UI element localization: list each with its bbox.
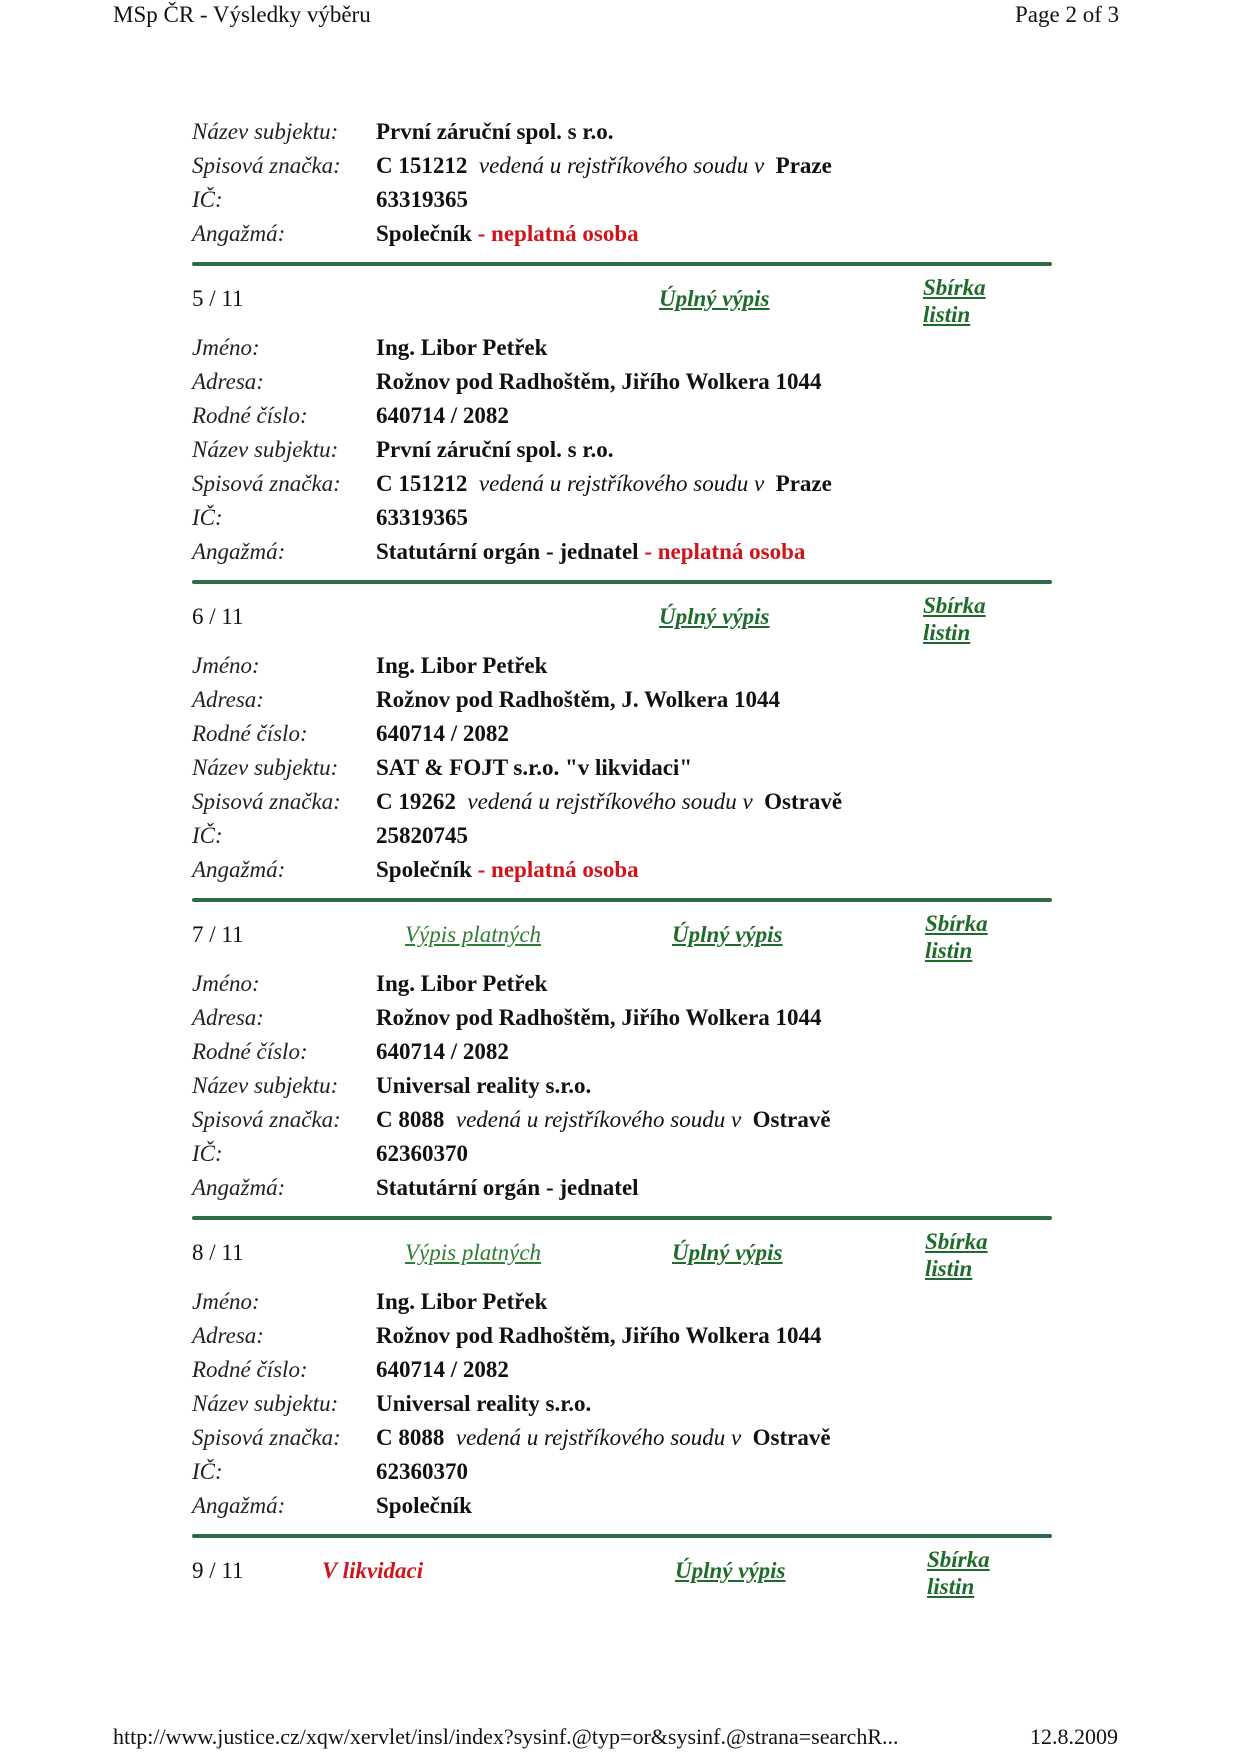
record-counter: 6 / 11 [192,604,244,629]
field-birth-number: Rodné číslo: 640714 / 2082 [192,721,509,746]
page-title: MSp ČR - Výsledky výběru [113,2,371,27]
field-birth-number: Rodné číslo: 640714 / 2082 [192,1039,509,1064]
invalid-person-flag: - neplatná osoba [471,221,639,246]
invalid-person-flag: - neplatná osoba [471,857,639,882]
record-7 [192,902,1052,1220]
field-entity: Název subjektu: První záruční spol. s r.o. [192,119,614,144]
full-extract-link[interactable]: Úplný výpis [672,1240,783,1265]
record-counter: 8 / 11 [192,1240,244,1265]
page-number: Page 2 of 3 [1015,2,1120,27]
field-entity: Název subjektu: Universal reality s.r.o. [192,1391,592,1416]
print-date: 12.8.2009 [1030,1724,1118,1749]
record-6 [192,584,1052,902]
full-extract-link[interactable]: Úplný výpis [672,922,783,947]
field-role: Angažmá: Statutární orgán - jednatel - neplatná osoba [192,539,806,564]
field-file: Spisová značka: C 151212 vedená u rejstříkového soudu v Praze [192,153,832,178]
field-ico: IČ: 25820745 [192,823,468,848]
record-9 [192,1538,1052,1604]
record-5 [192,266,1052,584]
print-footer [0,1724,1240,1754]
field-ico: IČ: 62360370 [192,1141,468,1166]
field-role: Angažmá: Společník [192,1493,472,1518]
document-collection-link[interactable]: Sbírka listin [925,911,988,963]
results-list [192,116,1052,1604]
field-role: Angažmá: Společník - neplatná osoba [192,221,639,246]
document-collection-link[interactable]: Sbírka listin [927,1547,990,1599]
record-header [192,1220,1052,1286]
field-entity: Název subjektu: SAT & FOJT s.r.o. "v likvidaci" [192,755,693,780]
field-ico: IČ: 63319365 [192,187,468,212]
field-role: Angažmá: Společník - neplatná osoba [192,857,639,882]
field-entity: Název subjektu: První záruční spol. s r.o. [192,437,614,462]
field-address: Adresa: Rožnov pod Radhoštěm, Jiřího Wolkera 1044 [192,1323,822,1348]
record-header [192,1538,1052,1604]
field-role: Angažmá: Statutární orgán - jednatel [192,1175,639,1200]
field-name: Jméno: Ing. Libor Petřek [192,335,548,360]
field-ico: IČ: 63319365 [192,505,468,530]
field-address: Adresa: Rožnov pod Radhoštěm, Jiřího Wolkera 1044 [192,369,822,394]
record-counter: 5 / 11 [192,286,244,311]
field-name: Jméno: Ing. Libor Petřek [192,971,548,996]
field-birth-number: Rodné číslo: 640714 / 2082 [192,1357,509,1382]
record-4-continued [192,116,1052,266]
full-extract-link[interactable]: Úplný výpis [659,286,770,311]
record-counter: 9 / 11 [192,1558,244,1583]
record-8 [192,1220,1052,1538]
record-header [192,902,1052,968]
full-extract-link[interactable]: Úplný výpis [675,1558,786,1583]
page-url: http://www.justice.cz/xqw/xervlet/insl/index?sysinf.@typ=or&sysinf.@strana=searchR... [113,1724,899,1749]
print-header [0,0,1240,40]
document-collection-link[interactable]: Sbírka listin [923,275,986,327]
document-collection-link[interactable]: Sbírka listin [923,593,986,645]
valid-extract-link[interactable]: Výpis platných [405,1240,542,1265]
field-entity: Název subjektu: Universal reality s.r.o. [192,1073,592,1098]
invalid-person-flag: - neplatná osoba [638,539,806,564]
field-ico: IČ: 62360370 [192,1459,468,1484]
field-file: Spisová značka: C 8088 vedená u rejstříkového soudu v Ostravě [192,1107,831,1132]
field-address: Adresa: Rožnov pod Radhoštěm, Jiřího Wolkera 1044 [192,1005,822,1030]
field-birth-number: Rodné číslo: 640714 / 2082 [192,403,509,428]
field-file: Spisová značka: C 8088 vedená u rejstříkového soudu v Ostravě [192,1425,831,1450]
record-counter: 7 / 11 [192,922,244,947]
field-name: Jméno: Ing. Libor Petřek [192,653,548,678]
valid-extract-link[interactable]: Výpis platných [405,922,542,947]
field-file: Spisová značka: C 151212 vedená u rejstříkového soudu v Praze [192,471,832,496]
record-header [192,584,1052,650]
field-name: Jméno: Ing. Libor Petřek [192,1289,548,1314]
record-header [192,266,1052,332]
full-extract-link[interactable]: Úplný výpis [659,604,770,629]
field-address: Adresa: Rožnov pod Radhoštěm, J. Wolkera 1044 [192,687,781,712]
field-file: Spisová značka: C 19262 vedená u rejstříkového soudu v Ostravě [192,789,843,814]
document-collection-link[interactable]: Sbírka listin [925,1229,988,1281]
liquidation-status: V likvidaci [322,1558,424,1583]
